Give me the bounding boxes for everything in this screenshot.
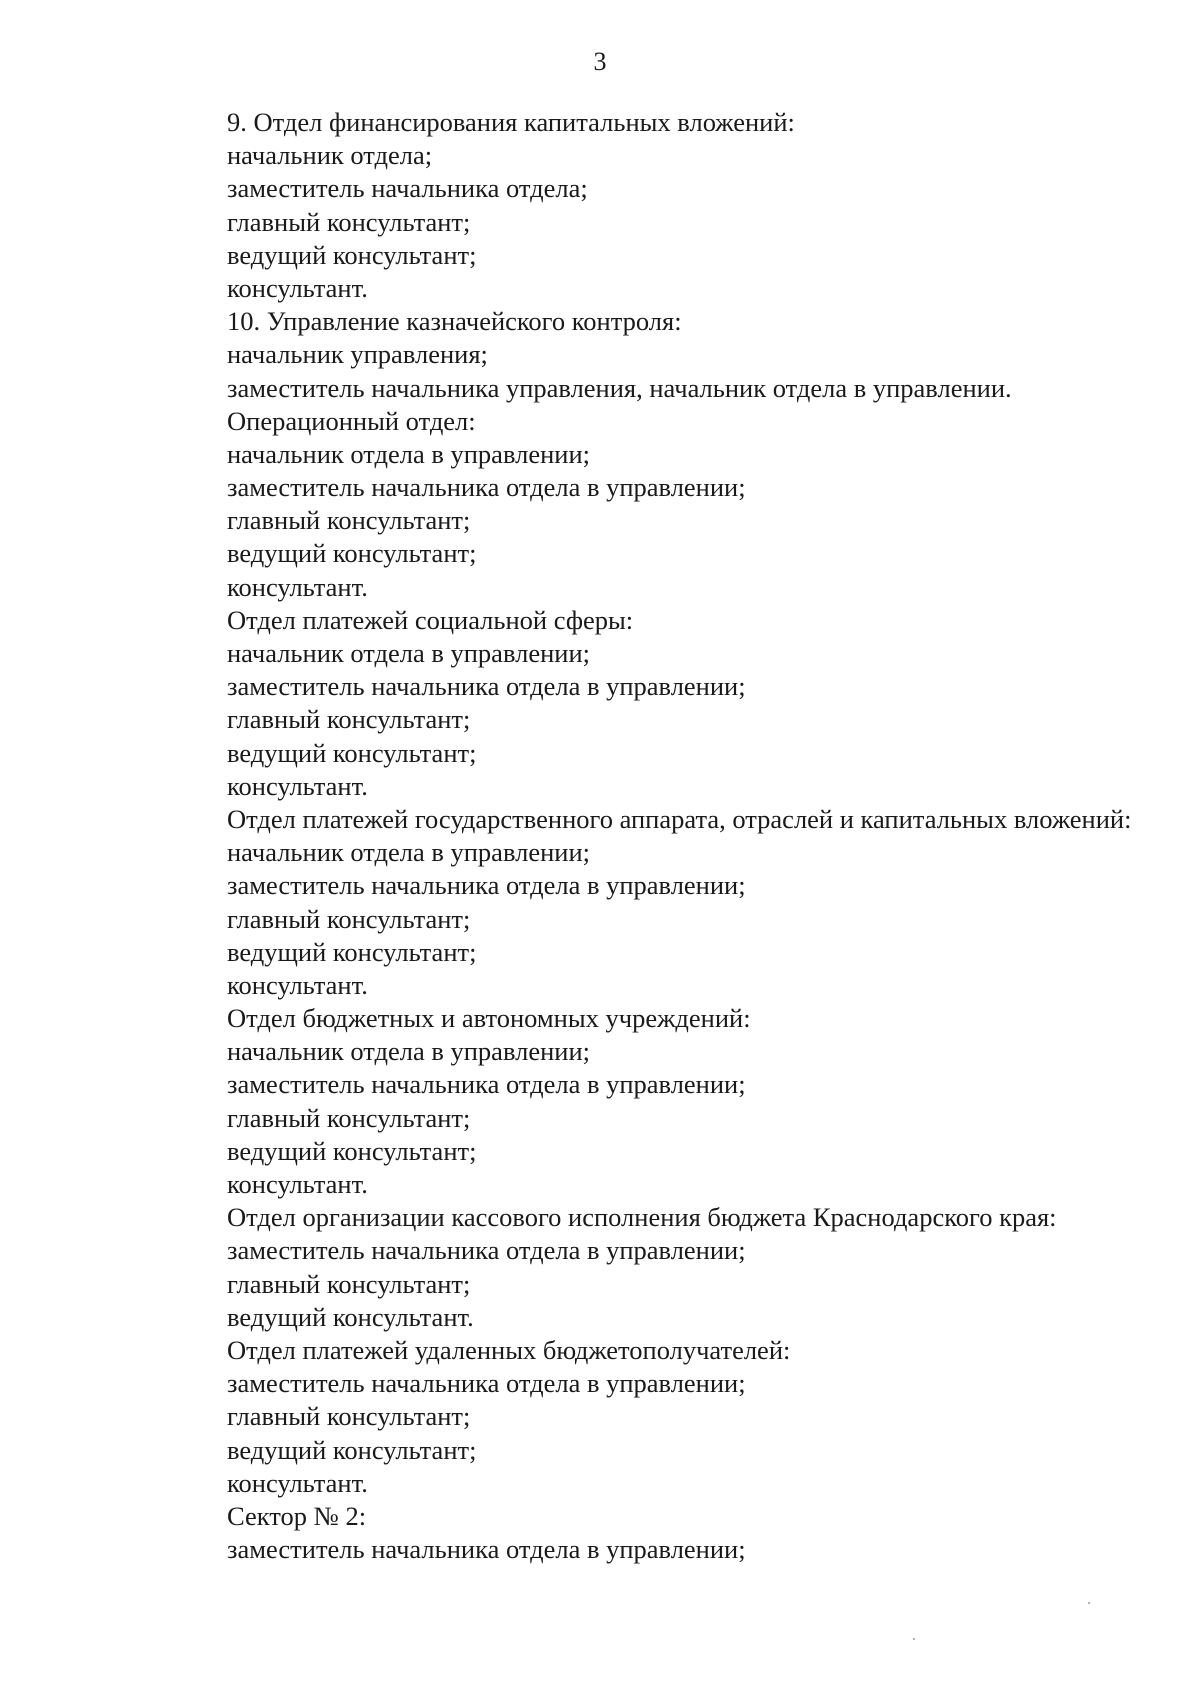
text-line: начальник отдела в управлении; [227,1036,591,1067]
text-line: ведущий консультант; [227,1434,477,1465]
text-line: начальник управления; [227,339,488,370]
text-line: заместитель начальника отдела в управлении; [227,1235,746,1266]
text-line: главный консультант; [227,903,471,934]
text-line: начальник отдела в управлении; [227,638,591,668]
document-body [0,106,1200,1566]
text-line: ведущий консультант; [227,737,477,768]
text-line: заместитель начальника отдела в управлении; [227,671,746,702]
text-line: 10. Управление казначейского контроля: [227,306,682,337]
text-line: Отдел платежей социальной сферы: [227,604,634,635]
text-line: главный консультант; [227,206,471,237]
text-line: главный консультант; [227,505,471,536]
text-line: начальник отдела в управлении; [227,837,591,868]
text-line: Отдел бюджетных и автономных учреждений: [227,1003,751,1034]
text-line: главный консультант; [227,1102,471,1133]
text-line: консультант. [227,571,368,602]
text-line: Сектор № 2: [227,1500,367,1531]
text-line: ведущий консультант. [227,1301,474,1332]
text-line: ведущий консультант; [227,239,477,270]
text-line: заместитель начальника отдела в управлении; [227,472,746,503]
text-line: главный консультант; [227,1401,471,1432]
text-line: заместитель начальника отдела; [227,173,588,204]
text-line: консультант. [227,272,368,303]
text-line: консультант. [227,1169,368,1200]
text-line: заместитель начальника управления, начальник отдела в управлении. [227,372,1012,403]
text-line: ведущий консультант; [227,1135,477,1166]
scan-speck [913,1638,915,1640]
text-line: консультант. [227,969,368,1000]
text-line: консультант. [227,770,368,801]
text-line: ведущий консультант; [227,538,477,569]
text-line: заместитель начальника отдела в управлении; [227,1368,746,1399]
text-line: заместитель начальника отдела в управлении; [227,1534,746,1565]
text-line: начальник отдела; [227,140,433,171]
text-line: начальник отдела в управлении; [227,438,591,469]
text-line: заместитель начальника отдела в управлении; [227,1069,746,1100]
text-line: консультант. [227,1467,368,1498]
text-line: Отдел платежей государственного аппарата, отраслей и капитальных вложений: [227,803,1132,834]
page-number: 3 [593,47,607,76]
scan-speck [1088,1602,1090,1604]
text-line: заместитель начальника отдела в управлении; [227,870,746,901]
text-line: ведущий консультант; [227,936,477,967]
text-line: Отдел платежей удаленных бюджетополучателей: [227,1334,791,1365]
text-line: главный консультант; [227,704,471,735]
text-line: Операционный отдел: [227,405,476,436]
text-line: 9. Отдел финансирования капитальных вложений: [227,107,795,137]
text-line: главный консультант; [227,1268,471,1299]
text-line: Отдел организации кассового исполнения бюджета Краснодарского края: [227,1202,1057,1233]
